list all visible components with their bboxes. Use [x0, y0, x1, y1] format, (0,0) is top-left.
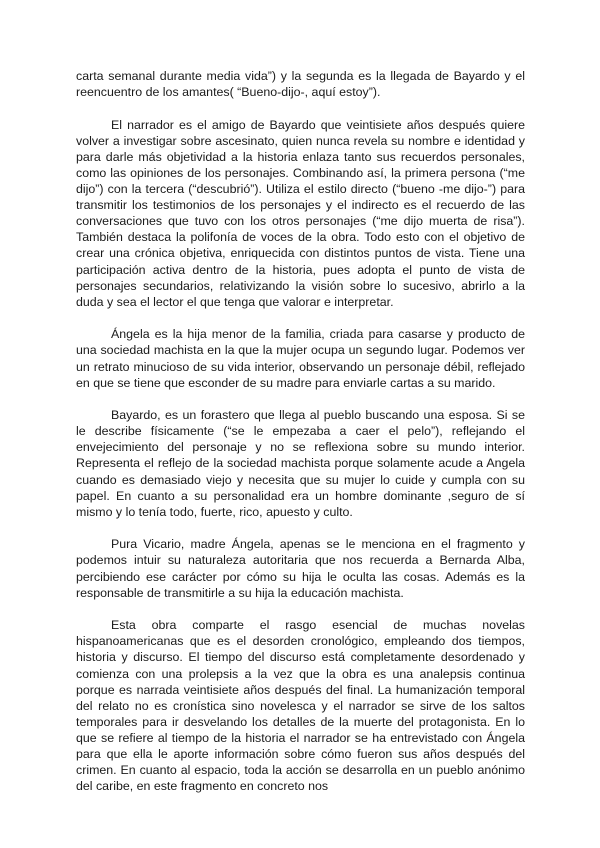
paragraph-continuation: carta semanal durante media vida”) y la segunda es la llegada de Bayardo y el reencuentro de los amantes( “Bueno-dijo-, aquí estoy”).: [76, 69, 525, 100]
paragraph-pura-vicario: Pura Vicario, madre Ángela, apenas se le menciona en el fragmento y podemos intuir su naturaleza autoritaria que nos recuerda a Bernarda Alba, percibiendo ese carácter por cómo su hija le oculta las cosas. Además es la responsable de transmitirle a su hija la educación machista.: [76, 537, 525, 600]
paragraph-angela: Ángela es la hija menor de la familia, criada para casarse y producto de una sociedad machista en la que la mujer ocupa un segundo lugar. Podemos ver un retrato minucioso de su vida interior, observando un personaje débil, reflejado en que se tiene que esconder de su madre para enviarle cartas a su marido.: [76, 327, 525, 390]
document-page: [76, 68, 525, 811]
paragraph-narrator: El narrador es el amigo de Bayardo que veintisiete años después quiere volver a investigar sobre ascesinato, quien nunca revela su nombre e identidad y para darle más objetividad a la historia enlaza tanto sus recuerdos personales, como las opiniones de los personajes. Combinando así, la primera persona (“me dijo”) con la tercera (“descubrió”). Utiliza el estilo directo (“bueno -me dijo-”) para transmitir los testimonios de los personajes y el indirecto es el recuerdo de las conversaciones que tuvo con los otros personajes (“me dijo muerta de risa”). También destaca la polifonía de voces de la obra. Todo esto con el objetivo de crear una crónica objetiva, enriquecida con distintos puntos de vista. Tiene una participación activa dentro de la historia, pues adopta el punto de vista de personajes secundarios, relativizando la visión sobre lo sucesivo, abrirlo a la duda y sea el lector el que tenga que valorar e interpretar.: [76, 117, 525, 309]
paragraph-bayardo: Bayardo, es un forastero que llega al pueblo buscando una esposa. Si se le describe físicamente (“se le empezaba a caer el pelo”), reflejando el envejecimiento del personaje y no se reflexiona sobre su mundo interior. Representa el reflejo de la sociedad machista porque solamente acude a Angela cuando es demasiado viejo y necesita que su mujer lo cuide y cumpla con su papel. En cuanto a su personalidad era un hombre dominante ,seguro de sí mismo y lo tenía todo, fuerte, rico, apuesto y culto.: [76, 408, 525, 519]
paragraph-time-space: Esta obra comparte el rasgo esencial de muchas novelas hispanoamericanas que es el desorden cronológico, empleando dos tiempos, historia y discurso. El tiempo del discurso está completamente desordenado y comienza con una prolepsis a la vez que la obra es una analepsis continua porque es narrada veintisiete años después del final. La humanización temporal del relato no es cronística sino novelesca y el narrador se sirve de los saltos temporales para ir desvelando los detalles de la muerte del protagonista. En lo que se refiere al tiempo de la historia el narrador se ha entrevistado con Ángela para que ella le aporte información sobre cómo fueron sus años después del crimen. En cuanto al espacio, toda la acción se desarrolla en un pueblo anónimo del caribe, en este fragmento en concreto nos: [76, 618, 525, 794]
